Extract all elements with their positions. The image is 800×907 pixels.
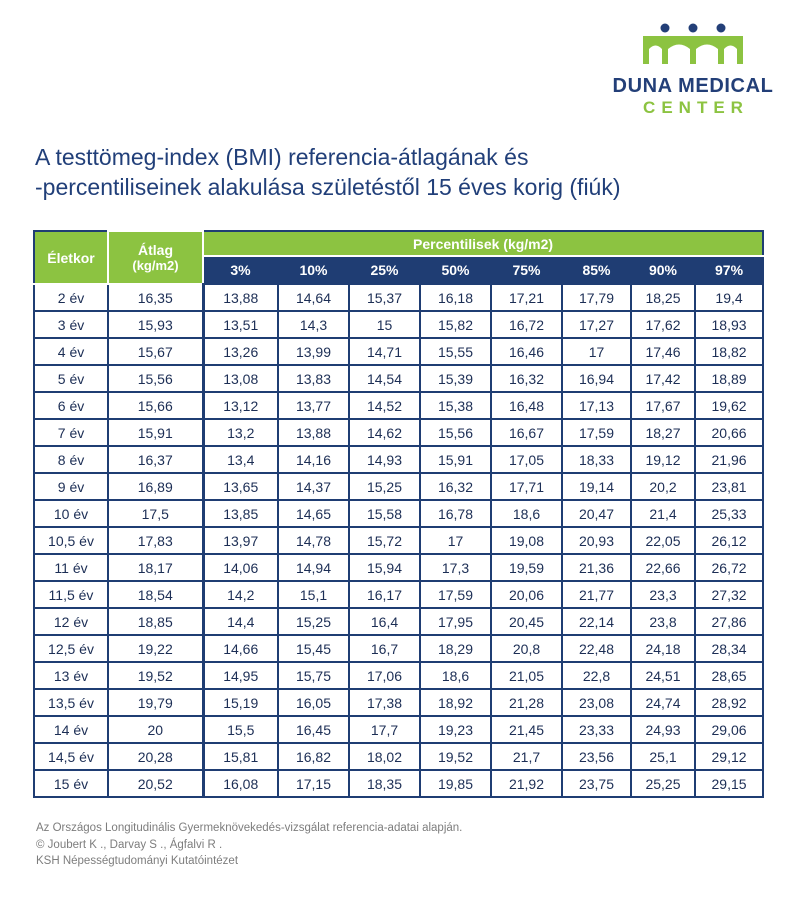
percentile-10-cell: 13,88 xyxy=(278,419,349,446)
percentile-90-cell: 22,05 xyxy=(631,527,695,554)
percentile-85-cell: 21,36 xyxy=(562,554,631,581)
percentile-90-cell: 22,66 xyxy=(631,554,695,581)
age-cell: 14,5 év xyxy=(34,743,108,770)
percentile-85-cell: 23,08 xyxy=(562,689,631,716)
percentile-10-cell: 15,45 xyxy=(278,635,349,662)
percentile-75-cell: 20,06 xyxy=(491,581,562,608)
age-cell: 8 év xyxy=(34,446,108,473)
bmi-table xyxy=(33,230,764,798)
percentile-3-cell: 13,08 xyxy=(203,365,278,392)
percentile-10-cell: 16,05 xyxy=(278,689,349,716)
percentile-97-cell: 19,62 xyxy=(695,392,763,419)
percentile-50-cell: 15,56 xyxy=(420,419,491,446)
percentile-85-cell: 17,13 xyxy=(562,392,631,419)
percentile-97-cell: 26,72 xyxy=(695,554,763,581)
percentile-50-cell: 17,95 xyxy=(420,608,491,635)
logo-dot-right xyxy=(717,24,726,33)
percentile-25-cell: 16,7 xyxy=(349,635,420,662)
percentile-10-cell: 14,94 xyxy=(278,554,349,581)
table-row xyxy=(34,635,763,662)
header-percentile-50: 50% xyxy=(420,256,491,284)
header-percentile-25: 25% xyxy=(349,256,420,284)
percentile-3-cell: 15,5 xyxy=(203,716,278,743)
percentile-97-cell: 18,82 xyxy=(695,338,763,365)
percentile-50-cell: 16,18 xyxy=(420,284,491,311)
percentile-25-cell: 14,71 xyxy=(349,338,420,365)
percentile-90-cell: 24,18 xyxy=(631,635,695,662)
percentile-90-cell: 24,93 xyxy=(631,716,695,743)
header-mean-label: Átlag xyxy=(138,242,173,258)
percentile-75-cell: 16,48 xyxy=(491,392,562,419)
percentile-25-cell: 14,52 xyxy=(349,392,420,419)
table-row xyxy=(34,392,763,419)
table-row xyxy=(34,770,763,797)
percentile-75-cell: 19,59 xyxy=(491,554,562,581)
logo-dot-left xyxy=(661,24,670,33)
age-cell: 10,5 év xyxy=(34,527,108,554)
percentile-50-cell: 15,38 xyxy=(420,392,491,419)
mean-cell: 18,17 xyxy=(108,554,203,581)
percentile-97-cell: 18,89 xyxy=(695,365,763,392)
percentile-25-cell: 17,06 xyxy=(349,662,420,689)
percentile-50-cell: 18,6 xyxy=(420,662,491,689)
percentile-97-cell: 29,15 xyxy=(695,770,763,797)
percentile-75-cell: 16,72 xyxy=(491,311,562,338)
percentile-3-cell: 14,95 xyxy=(203,662,278,689)
percentile-97-cell: 25,33 xyxy=(695,500,763,527)
percentile-3-cell: 16,08 xyxy=(203,770,278,797)
mean-cell: 20 xyxy=(108,716,203,743)
title-line-1: A testtömeg-index (BMI) referencia-átlagának és xyxy=(35,144,529,170)
age-cell: 12,5 év xyxy=(34,635,108,662)
percentile-90-cell: 20,2 xyxy=(631,473,695,500)
percentile-97-cell: 20,66 xyxy=(695,419,763,446)
age-cell: 13 év xyxy=(34,662,108,689)
logo-wordmark xyxy=(593,74,793,118)
header-percentiles-group: Percentilisek (kg/m2) xyxy=(203,231,763,256)
mean-cell: 15,67 xyxy=(108,338,203,365)
percentile-50-cell: 18,29 xyxy=(420,635,491,662)
percentile-25-cell: 18,35 xyxy=(349,770,420,797)
percentile-3-cell: 14,66 xyxy=(203,635,278,662)
percentile-3-cell: 15,19 xyxy=(203,689,278,716)
percentile-85-cell: 17,27 xyxy=(562,311,631,338)
percentile-10-cell: 16,45 xyxy=(278,716,349,743)
age-cell: 10 év xyxy=(34,500,108,527)
percentile-50-cell: 17,3 xyxy=(420,554,491,581)
percentile-25-cell: 14,54 xyxy=(349,365,420,392)
header-percentile-10: 10% xyxy=(278,256,349,284)
age-cell: 11 év xyxy=(34,554,108,581)
source-note xyxy=(36,820,462,870)
percentile-3-cell: 13,12 xyxy=(203,392,278,419)
percentile-50-cell: 17 xyxy=(420,527,491,554)
header-percentile-85: 85% xyxy=(562,256,631,284)
table-row xyxy=(34,716,763,743)
percentile-75-cell: 17,71 xyxy=(491,473,562,500)
table-row xyxy=(34,689,763,716)
table-row xyxy=(34,527,763,554)
percentile-10-cell: 14,3 xyxy=(278,311,349,338)
percentile-85-cell: 17,59 xyxy=(562,419,631,446)
percentile-10-cell: 14,64 xyxy=(278,284,349,311)
percentile-10-cell: 14,78 xyxy=(278,527,349,554)
percentile-90-cell: 23,8 xyxy=(631,608,695,635)
percentile-90-cell: 19,12 xyxy=(631,446,695,473)
table-row xyxy=(34,743,763,770)
percentile-50-cell: 15,39 xyxy=(420,365,491,392)
percentile-85-cell: 17,79 xyxy=(562,284,631,311)
percentile-85-cell: 23,33 xyxy=(562,716,631,743)
percentile-85-cell: 17 xyxy=(562,338,631,365)
percentile-10-cell: 13,99 xyxy=(278,338,349,365)
percentile-3-cell: 13,26 xyxy=(203,338,278,365)
percentile-10-cell: 14,37 xyxy=(278,473,349,500)
age-cell: 5 év xyxy=(34,365,108,392)
percentile-50-cell: 17,59 xyxy=(420,581,491,608)
logo-dot-middle xyxy=(689,24,698,33)
mean-cell: 16,35 xyxy=(108,284,203,311)
percentile-85-cell: 23,56 xyxy=(562,743,631,770)
age-cell: 9 év xyxy=(34,473,108,500)
percentile-25-cell: 15,25 xyxy=(349,473,420,500)
percentile-50-cell: 16,78 xyxy=(420,500,491,527)
percentile-75-cell: 16,46 xyxy=(491,338,562,365)
percentile-97-cell: 29,06 xyxy=(695,716,763,743)
age-cell: 2 év xyxy=(34,284,108,311)
percentile-85-cell: 20,47 xyxy=(562,500,631,527)
percentile-75-cell: 20,45 xyxy=(491,608,562,635)
percentile-75-cell: 16,32 xyxy=(491,365,562,392)
percentile-3-cell: 13,97 xyxy=(203,527,278,554)
table-row xyxy=(34,608,763,635)
percentile-97-cell: 29,12 xyxy=(695,743,763,770)
source-line: KSH Népességtudományi Kutatóintézet xyxy=(36,855,239,867)
percentile-90-cell: 25,25 xyxy=(631,770,695,797)
percentile-90-cell: 17,62 xyxy=(631,311,695,338)
percentile-75-cell: 21,45 xyxy=(491,716,562,743)
percentile-90-cell: 18,27 xyxy=(631,419,695,446)
mean-cell: 16,37 xyxy=(108,446,203,473)
age-cell: 4 év xyxy=(34,338,108,365)
percentile-50-cell: 19,23 xyxy=(420,716,491,743)
table-row xyxy=(34,581,763,608)
age-cell: 3 év xyxy=(34,311,108,338)
percentile-75-cell: 17,05 xyxy=(491,446,562,473)
mean-cell: 17,83 xyxy=(108,527,203,554)
percentile-97-cell: 26,12 xyxy=(695,527,763,554)
mean-cell: 18,85 xyxy=(108,608,203,635)
table-row xyxy=(34,311,763,338)
percentile-97-cell: 27,32 xyxy=(695,581,763,608)
percentile-85-cell: 19,14 xyxy=(562,473,631,500)
percentile-10-cell: 13,77 xyxy=(278,392,349,419)
age-cell: 11,5 év xyxy=(34,581,108,608)
percentile-97-cell: 19,4 xyxy=(695,284,763,311)
table-row xyxy=(34,284,763,311)
percentile-10-cell: 15,25 xyxy=(278,608,349,635)
percentile-90-cell: 17,46 xyxy=(631,338,695,365)
mean-cell: 15,56 xyxy=(108,365,203,392)
percentile-90-cell: 24,51 xyxy=(631,662,695,689)
header-percentile-90: 90% xyxy=(631,256,695,284)
mean-cell: 15,93 xyxy=(108,311,203,338)
mean-cell: 20,52 xyxy=(108,770,203,797)
percentile-3-cell: 13,85 xyxy=(203,500,278,527)
table-body xyxy=(34,284,763,797)
percentile-75-cell: 17,21 xyxy=(491,284,562,311)
percentile-90-cell: 21,4 xyxy=(631,500,695,527)
age-cell: 12 év xyxy=(34,608,108,635)
percentile-25-cell: 14,93 xyxy=(349,446,420,473)
table-row xyxy=(34,500,763,527)
mean-cell: 15,66 xyxy=(108,392,203,419)
table-row xyxy=(34,662,763,689)
percentile-97-cell: 28,92 xyxy=(695,689,763,716)
table-row xyxy=(34,419,763,446)
percentile-75-cell: 21,7 xyxy=(491,743,562,770)
mean-cell: 16,89 xyxy=(108,473,203,500)
percentile-25-cell: 17,7 xyxy=(349,716,420,743)
table-row xyxy=(34,554,763,581)
percentile-25-cell: 16,17 xyxy=(349,581,420,608)
percentile-10-cell: 14,16 xyxy=(278,446,349,473)
mean-cell: 19,52 xyxy=(108,662,203,689)
percentile-90-cell: 24,74 xyxy=(631,689,695,716)
logo-name: DUNA MEDICAL xyxy=(612,75,774,97)
header-percentile-75: 75% xyxy=(491,256,562,284)
percentile-90-cell: 17,42 xyxy=(631,365,695,392)
percentile-97-cell: 23,81 xyxy=(695,473,763,500)
percentile-75-cell: 21,92 xyxy=(491,770,562,797)
header-row-top xyxy=(34,231,763,256)
percentile-90-cell: 25,1 xyxy=(631,743,695,770)
age-cell: 15 év xyxy=(34,770,108,797)
percentile-85-cell: 22,8 xyxy=(562,662,631,689)
percentile-85-cell: 22,14 xyxy=(562,608,631,635)
header-percentile-3: 3% xyxy=(203,256,278,284)
percentile-3-cell: 13,2 xyxy=(203,419,278,446)
percentile-75-cell: 19,08 xyxy=(491,527,562,554)
header-mean-unit: (kg/m2) xyxy=(132,258,179,273)
table-row xyxy=(34,338,763,365)
percentile-85-cell: 21,77 xyxy=(562,581,631,608)
percentile-97-cell: 21,96 xyxy=(695,446,763,473)
age-cell: 13,5 év xyxy=(34,689,108,716)
percentile-75-cell: 20,8 xyxy=(491,635,562,662)
percentile-50-cell: 19,85 xyxy=(420,770,491,797)
logo-subname: CENTER xyxy=(643,98,749,117)
age-cell: 7 év xyxy=(34,419,108,446)
percentile-25-cell: 17,38 xyxy=(349,689,420,716)
percentile-10-cell: 15,75 xyxy=(278,662,349,689)
percentile-25-cell: 15 xyxy=(349,311,420,338)
percentile-85-cell: 16,94 xyxy=(562,365,631,392)
percentile-3-cell: 13,88 xyxy=(203,284,278,311)
percentile-75-cell: 16,67 xyxy=(491,419,562,446)
percentile-25-cell: 15,37 xyxy=(349,284,420,311)
source-line: Az Országos Longitudinális Gyermeknövekedés-vizsgálat referencia-adatai alapján. xyxy=(36,822,463,834)
percentile-50-cell: 18,92 xyxy=(420,689,491,716)
percentile-25-cell: 15,94 xyxy=(349,554,420,581)
percentile-75-cell: 21,28 xyxy=(491,689,562,716)
logo-icon xyxy=(643,22,743,68)
age-cell: 14 év xyxy=(34,716,108,743)
mean-cell: 20,28 xyxy=(108,743,203,770)
percentile-3-cell: 13,51 xyxy=(203,311,278,338)
percentile-85-cell: 20,93 xyxy=(562,527,631,554)
percentile-50-cell: 15,91 xyxy=(420,446,491,473)
percentile-85-cell: 23,75 xyxy=(562,770,631,797)
percentile-50-cell: 19,52 xyxy=(420,743,491,770)
percentile-75-cell: 21,05 xyxy=(491,662,562,689)
percentile-25-cell: 16,4 xyxy=(349,608,420,635)
percentile-10-cell: 17,15 xyxy=(278,770,349,797)
mean-cell: 18,54 xyxy=(108,581,203,608)
percentile-3-cell: 14,2 xyxy=(203,581,278,608)
percentile-97-cell: 27,86 xyxy=(695,608,763,635)
percentile-3-cell: 14,06 xyxy=(203,554,278,581)
percentile-10-cell: 15,1 xyxy=(278,581,349,608)
percentile-25-cell: 15,58 xyxy=(349,500,420,527)
percentile-25-cell: 18,02 xyxy=(349,743,420,770)
mean-cell: 17,5 xyxy=(108,500,203,527)
percentile-50-cell: 15,55 xyxy=(420,338,491,365)
percentile-85-cell: 18,33 xyxy=(562,446,631,473)
percentile-25-cell: 14,62 xyxy=(349,419,420,446)
table-row xyxy=(34,473,763,500)
percentile-97-cell: 28,34 xyxy=(695,635,763,662)
percentile-97-cell: 28,65 xyxy=(695,662,763,689)
percentile-10-cell: 16,82 xyxy=(278,743,349,770)
percentile-3-cell: 14,4 xyxy=(203,608,278,635)
page-title xyxy=(35,142,621,202)
table-row xyxy=(34,365,763,392)
percentile-85-cell: 22,48 xyxy=(562,635,631,662)
percentile-97-cell: 18,93 xyxy=(695,311,763,338)
percentile-10-cell: 14,65 xyxy=(278,500,349,527)
percentile-50-cell: 15,82 xyxy=(420,311,491,338)
table-row xyxy=(34,446,763,473)
mean-cell: 19,22 xyxy=(108,635,203,662)
percentile-75-cell: 18,6 xyxy=(491,500,562,527)
percentile-90-cell: 17,67 xyxy=(631,392,695,419)
mean-cell: 19,79 xyxy=(108,689,203,716)
header-percentile-97: 97% xyxy=(695,256,763,284)
header-mean xyxy=(108,231,203,284)
title-line-2: -percentiliseinek alakulása születéstől 15 éves korig (fiúk) xyxy=(35,174,621,200)
percentile-3-cell: 15,81 xyxy=(203,743,278,770)
percentile-50-cell: 16,32 xyxy=(420,473,491,500)
percentile-3-cell: 13,4 xyxy=(203,446,278,473)
percentile-25-cell: 15,72 xyxy=(349,527,420,554)
age-cell: 6 év xyxy=(34,392,108,419)
percentile-90-cell: 23,3 xyxy=(631,581,695,608)
source-line: © Joubert K ., Darvay S ., Ágfalvi R . xyxy=(36,838,223,851)
percentile-3-cell: 13,65 xyxy=(203,473,278,500)
mean-cell: 15,91 xyxy=(108,419,203,446)
percentile-10-cell: 13,83 xyxy=(278,365,349,392)
header-age: Életkor xyxy=(34,231,108,284)
table-header xyxy=(34,231,763,284)
percentile-90-cell: 18,25 xyxy=(631,284,695,311)
